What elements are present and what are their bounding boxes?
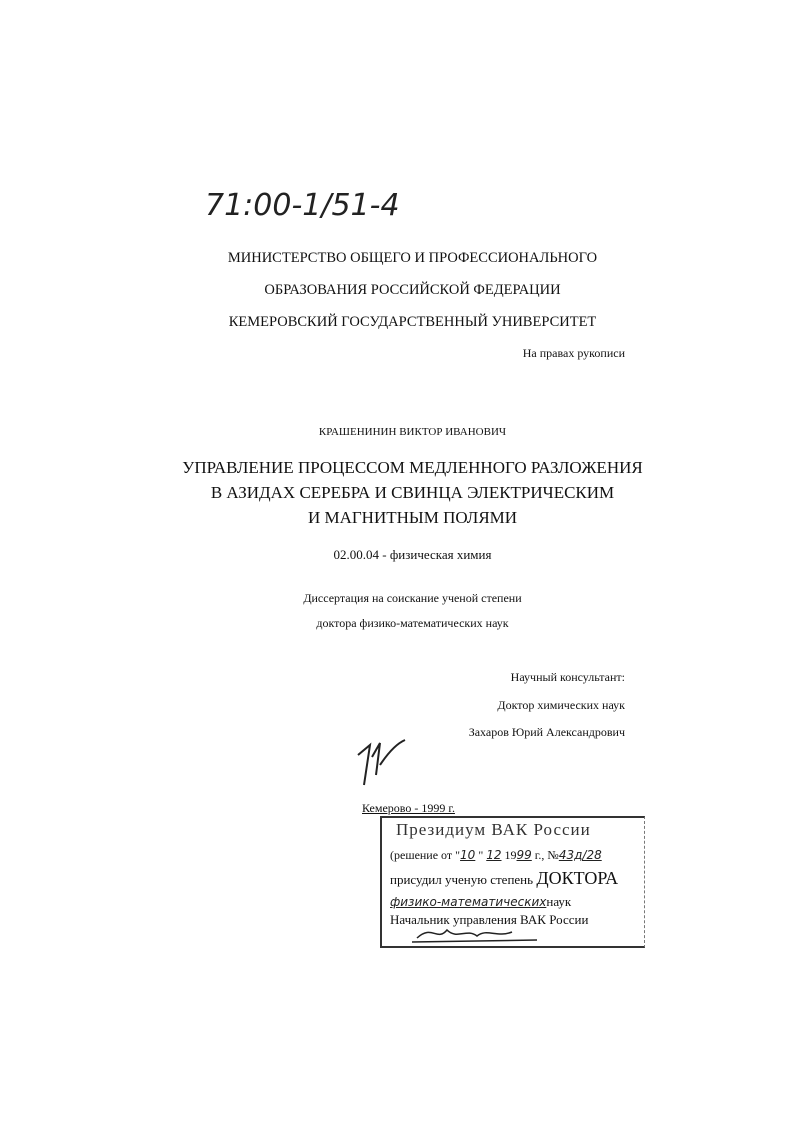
awarded-degree: ДОКТОРА: [536, 868, 619, 888]
stamp-chief: Начальник управления ВАК России: [390, 912, 589, 927]
manuscript-rights: На правах рукописи: [522, 346, 625, 360]
degree-line-1: Диссертация на соискание ученой степени: [303, 591, 522, 605]
field-handwritten: физико-математических: [390, 895, 547, 909]
stamp-decision: (решение от "10 " 12 1999 г., №43д/28: [390, 848, 602, 862]
thesis-title-3: И МАГНИТНЫМ ПОЛЯМИ: [307, 508, 518, 527]
decision-day: 10: [460, 848, 476, 862]
awarded-text: присудил ученую степень: [390, 872, 537, 887]
signature: [350, 735, 410, 795]
decision-number: 43д/28: [558, 848, 602, 862]
university-name: КЕМЕРОВСКИЙ ГОСУДАРСТВЕННЫЙ УНИВЕРСИТЕТ: [228, 314, 597, 330]
ministry-line-2: ОБРАЗОВАНИЯ РОССИЙСКОЙ ФЕДЕРАЦИИ: [264, 282, 561, 298]
decision-prefix: (решение от ": [390, 848, 461, 862]
decision-year: 99: [516, 848, 532, 862]
field-suffix: наук: [546, 894, 572, 909]
number-prefix: г., №: [534, 848, 559, 862]
thesis-title-2: В АЗИДАХ СЕРЕБРА И СВИНЦА ЭЛЕКТРИЧЕСКИМ: [210, 483, 615, 502]
thesis-title-1: УПРАВЛЕНИЕ ПРОЦЕССОМ МЕДЛЕННОГО РАЗЛОЖЕНИЯ: [182, 458, 643, 477]
chief-signature: [412, 922, 542, 944]
consultant-degree: Доктор химических наук: [497, 698, 625, 712]
specialty: 02.00.04 - физическая химия: [333, 547, 492, 562]
author-name: КРАШЕНИНИН ВИКТОР ИВАНОВИЧ: [318, 426, 507, 438]
consultant-label: Научный консультант:: [510, 670, 625, 684]
stamp-field: [390, 894, 571, 910]
year-prefix: 19: [504, 848, 517, 862]
degree-line-2: доктора физико-математических наук: [316, 616, 509, 630]
stamp-awarded: [390, 868, 618, 889]
ministry-line-1: МИНИСТЕРСТВО ОБЩЕГО И ПРОФЕССИОНАЛЬНОГО: [227, 250, 598, 266]
consultant-name: Захаров Юрий Александрович: [468, 725, 625, 739]
decision-month: 12: [486, 848, 502, 862]
archive-code: 71:00-1/51-4: [205, 188, 400, 223]
stamp-header: Президиум ВАК России: [396, 820, 591, 839]
vak-stamp: [380, 816, 645, 948]
place-year: Кемерово - 1999 г.: [362, 801, 455, 815]
